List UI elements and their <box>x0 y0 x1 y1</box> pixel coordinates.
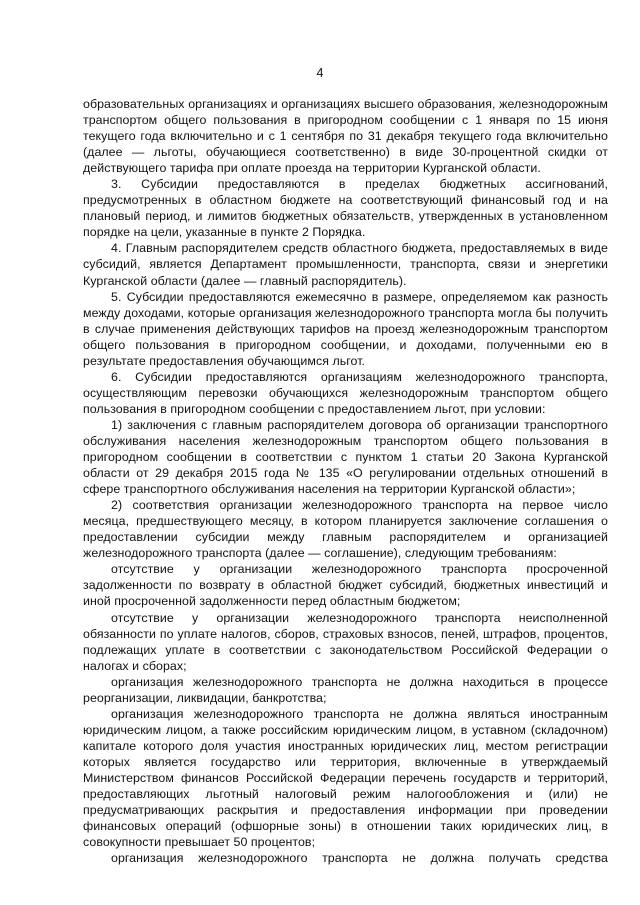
requirement-no-overdue-debt: отсутствие у организации железнодорожного транспорта просроченной задолженности по возврату в областной бюджет субсидий, бюджетных инвестиций и иной просроченной задолженности перед областным бюджетом; <box>83 562 608 609</box>
requirement-no-other-funds: организация железнодорожного транспорта не должна получать средства <box>111 851 608 866</box>
page-number: 4 <box>316 66 324 80</box>
paragraph-3-budget-limits: 3. Субсидии предоставляются в пределах бюджетных ассигнований, предусмотренных в областном бюджете на соответствующий финансовый год и на плановый период, и лимитов бюджетных обязательств, утвержденных в установленном порядке на цели, указанные в пункте 2 Порядка. <box>83 177 608 240</box>
paragraph-continuation: образовательных организациях и организациях высшего образования, железнодорожным транспортом общего пользования в пригородном сообщении с 1 января по 15 июня текущего года включительно и с 1 сентября по 31 декабря текущего года включительно (далее — льготы, обучающиеся соответственно) в виде 30-процентной скидки от действующего тарифа при оплате проезда на территории Курганской области. <box>83 97 608 176</box>
condition-1-contract: 1) заключения с главным распорядителем договора об организации транспортного обслуживания населения железнодорожным транспортом общего пользования в пригородном сообщении в соответствии с пунктом 1 статьи 20 Закона Курганской области от 29 декабря 2015 года № 135 «О регулировании отдельных отношений в сфере транспортного обслуживания населения на территории Курганской области»; <box>83 417 608 497</box>
document-body <box>83 96 608 866</box>
requirement-no-tax-arrears: отсутствие у организации железнодорожного транспорта неисполненной обязанности по уплате налогов, сборов, страховых взносов, пеней, штрафов, процентов, подлежащих уплате в соответствии с законодательством Российской Федерации о налогах и сборах; <box>83 610 608 673</box>
paragraph-4-main-administrator: 4. Главным распорядителем средств областного бюджета, предоставляемых в виде субсидий, является Департамент промышленности, транспорта, связи и энергетики Курганской области (далее — главный распорядитель). <box>83 241 608 288</box>
paragraph-6-conditions: 6. Субсидии предоставляются организациям железнодорожного транспорта, осуществляющим перевозки обучающихся железнодорожным транспортом общего пользования в пригородном сообщении с предоставлением льгот, при условии: <box>83 369 608 416</box>
condition-2-requirements: 2) соответствия организации железнодорожного транспорта на первое число месяца, предшествующего месяцу, в котором планируется заключение соглашения о предоставлении субсидии между главным распорядителем и организацией железнодорожного транспорта (далее — соглашение), следующим требованиям: <box>83 498 608 561</box>
paragraph-5-monthly-subsidy: 5. Субсидии предоставляются ежемесячно в размере, определяемом как разность между доходами, которые организация железнодорожного транспорта могла бы получить в случае применения действующих тарифов на проезд железнодорожным транспортом общего пользования в пригородном сообщении, и доходами, полученными ею в результате предоставления обучающимся льгот. <box>83 289 608 368</box>
requirement-not-foreign-entity: организация железнодорожного транспорта не должна являться иностранным юридическим лицом, а также российским юридическим лицом, в уставном (складочном) капитале которого доля участия иностранных юридических лиц, местом регистрации которых является государство или территория, включенные в утверждаемый Министерством финансов Российской Федерации перечень государств и территорий, предоставляющих льготный налоговый режим налогообложения и (или) не предусматривающих раскрытия и предоставления информации при проведении финансовых операций (офшорные зоны) в отношении таких юридических лиц, в совокупности превышает 50 процентов; <box>83 706 608 850</box>
requirement-not-in-liquidation: организация железнодорожного транспорта не должна находиться в процессе реорганизации, ликвидации, банкротства; <box>83 674 608 705</box>
